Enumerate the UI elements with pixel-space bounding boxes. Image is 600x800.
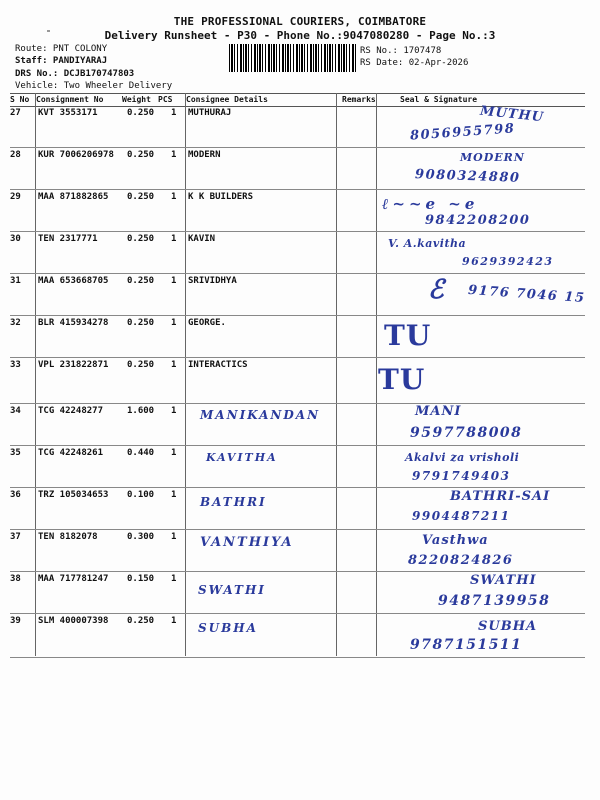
row-consignment: TRZ 105034653 <box>38 490 109 500</box>
rs-date: RS Date: 02-Apr-2026 <box>360 58 469 68</box>
row-sno: 34 <box>10 406 21 416</box>
table-row <box>10 445 585 488</box>
table-row <box>10 357 585 404</box>
col-remarks: Remarks <box>342 95 376 104</box>
row-consignee: GEORGE. <box>188 318 226 328</box>
row-weight: 0.250 <box>127 150 155 160</box>
table-row <box>10 529 585 572</box>
consignee-handwritten: SWATHI <box>198 583 266 597</box>
row-weight: 0.440 <box>127 448 155 458</box>
signature-phone: 8056955798 <box>409 121 516 144</box>
signature-phone: 9791749403 <box>412 469 511 483</box>
row-pcs: 1 <box>171 574 177 584</box>
row-pcs: 1 <box>171 616 177 626</box>
row-sno: 37 <box>10 532 21 542</box>
row-pcs: 1 <box>171 360 177 370</box>
row-weight: 0.250 <box>127 234 155 244</box>
row-sno: 29 <box>10 192 21 202</box>
row-consignee: K K BUILDERS <box>188 192 254 202</box>
consignee-handwritten: VANTHIYA <box>200 535 294 550</box>
company-title: THE PROFESSIONAL COURIERS, COIMBATORE <box>173 15 427 28</box>
row-sno: 32 <box>10 318 21 328</box>
table-row <box>10 315 585 358</box>
consignee-handwritten: MANIKANDAN <box>200 408 321 422</box>
col-pcs: PCS <box>158 95 173 104</box>
row-sno: 38 <box>10 574 21 584</box>
row-weight: 0.250 <box>127 108 155 118</box>
table-row <box>10 273 585 316</box>
rs-number: RS No.: 1707478 <box>360 46 442 56</box>
row-sno: 33 <box>10 360 21 370</box>
row-sno: 39 <box>10 616 21 626</box>
row-weight: 0.100 <box>127 490 155 500</box>
row-weight: 0.250 <box>127 192 155 202</box>
row-pcs: 1 <box>171 490 177 500</box>
consignee-handwritten: BATHRI <box>200 495 267 509</box>
row-pcs: 1 <box>171 532 177 542</box>
row-weight: 0.300 <box>127 532 155 542</box>
col-consignment: Consignment No <box>36 95 104 104</box>
col-weight: Weight <box>122 95 151 104</box>
col-consignee: Consignee Details <box>186 95 268 104</box>
signature: Akalvi za vrisholi <box>405 451 520 464</box>
row-pcs: 1 <box>171 406 177 416</box>
row-sno: 35 <box>10 448 21 458</box>
table-row <box>10 147 585 190</box>
row-consignment: MAA 871882865 <box>38 192 109 202</box>
row-pcs: 1 <box>171 234 177 244</box>
signature: V. A.kavitha <box>388 237 467 250</box>
row-weight: 0.250 <box>127 616 155 626</box>
row-weight: 0.250 <box>127 318 155 328</box>
signature: ℰ <box>428 275 445 305</box>
row-consignee: INTERACTICS <box>188 360 248 370</box>
signature: MODERN <box>460 151 525 164</box>
row-consignee: KAVIN <box>188 234 216 244</box>
staff-label: Staff: PANDIYARAJ <box>15 56 108 66</box>
signature: ℓ~~e ~e <box>382 195 479 213</box>
signature-phone: 8220824826 <box>408 553 514 568</box>
row-sno: 28 <box>10 150 21 160</box>
row-weight: 1.600 <box>127 406 155 416</box>
col-sno: S No <box>10 95 30 104</box>
signature-phone: 9787151511 <box>410 637 523 653</box>
signature-phone: 9904487211 <box>412 509 511 523</box>
row-sno: 30 <box>10 234 21 244</box>
row-consignment: MAA 717781247 <box>38 574 109 584</box>
signature: SWATHI <box>470 573 537 588</box>
row-consignee: MODERN <box>188 150 221 160</box>
row-consignment: BLR 415934278 <box>38 318 109 328</box>
table-row <box>10 189 585 232</box>
table-row <box>10 571 585 614</box>
runsheet-title: Delivery Runsheet - P30 - Phone No.:9047080280 - Page No.:3 <box>104 29 496 42</box>
row-consignment: KUR 7006206978 <box>38 150 114 160</box>
table-row <box>10 487 585 530</box>
row-consignee: MUTHURAJ <box>188 108 232 118</box>
row-sno: 27 <box>10 108 21 118</box>
row-consignment: VPL 231822871 <box>38 360 109 370</box>
row-pcs: 1 <box>171 108 177 118</box>
signature-phone: 9597788008 <box>410 425 523 441</box>
signature-phone: 9080324880 <box>414 167 521 186</box>
row-consignment: MAA 653668705 <box>38 276 109 286</box>
row-weight: 0.150 <box>127 574 155 584</box>
table-row <box>10 231 585 274</box>
signature-phone: 9487139958 <box>438 593 551 609</box>
barcode <box>229 44 357 72</box>
col-seal: Seal & Signature <box>400 95 478 104</box>
row-weight: 0.250 <box>127 360 155 370</box>
row-sno: 31 <box>10 276 21 286</box>
signature-phone: 9176 7046 15 <box>467 282 586 307</box>
table-row <box>10 105 585 148</box>
consignee-handwritten: KAVITHA <box>206 451 278 464</box>
row-consignment: KVT 3553171 <box>38 108 98 118</box>
row-pcs: 1 <box>171 276 177 286</box>
row-consignment: TCG 42248261 <box>38 448 104 458</box>
drs-label: DRS No.: DCJB170747803 <box>15 69 135 79</box>
row-consignment: TCG 42248277 <box>38 406 104 416</box>
row-consignment: TEN 2317771 <box>38 234 98 244</box>
row-consignee: SRIVIDHYA <box>188 276 237 286</box>
signature: SUBHA <box>478 619 538 634</box>
signature: Vasthwa <box>422 533 489 548</box>
row-pcs: 1 <box>171 150 177 160</box>
table-row <box>10 403 585 446</box>
signature: MANI <box>415 404 462 419</box>
row-consignment: SLM 400007398 <box>38 616 109 626</box>
row-weight: 0.250 <box>127 276 155 286</box>
row-consignment: TEN 8182078 <box>38 532 98 542</box>
signature: TU <box>384 319 432 352</box>
row-pcs: 1 <box>171 192 177 202</box>
signature: MUTHU <box>479 103 545 126</box>
table-row <box>10 613 585 658</box>
signature: BATHRI-SAI <box>450 489 551 504</box>
signature: TU <box>378 363 426 396</box>
signature-phone: 9842208200 <box>425 213 531 228</box>
consignee-handwritten: SUBHA <box>198 621 258 635</box>
vehicle-label: Vehicle: Two Wheeler Delivery <box>15 81 173 91</box>
signature-phone: 9629392423 <box>462 255 554 268</box>
row-pcs: 1 <box>171 448 177 458</box>
route-label: Route: PNT COLONY <box>15 44 108 54</box>
row-sno: 36 <box>10 490 21 500</box>
row-pcs: 1 <box>171 318 177 328</box>
